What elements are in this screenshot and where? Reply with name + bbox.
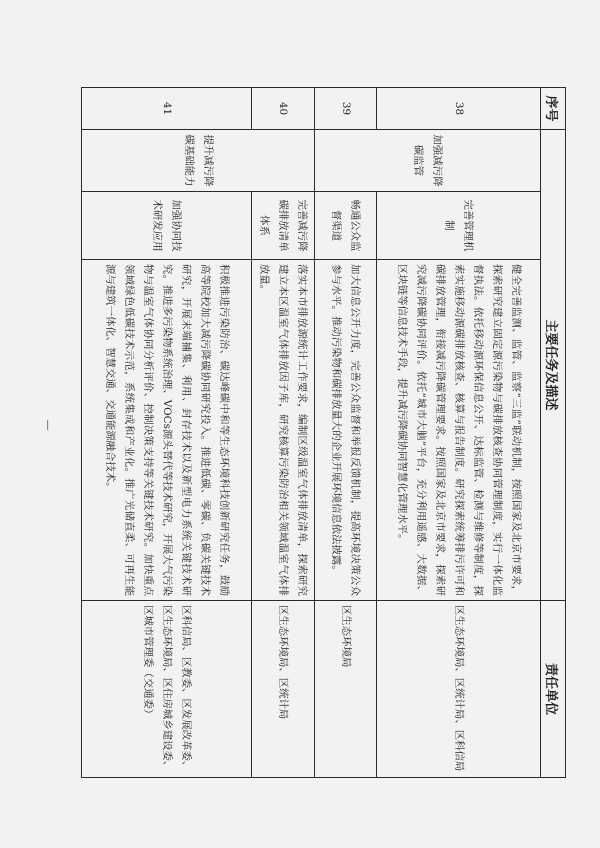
table-row [377, 88, 541, 778]
row-unit: 区生态环境局、区统计局 [252, 601, 315, 778]
row-unit: 区生态环境局、区统计局、区科信局 [377, 601, 541, 778]
row-subtask: 完善管理机制 [377, 192, 541, 260]
row-subtask: 畅通公众监督渠道 [315, 192, 377, 260]
row-seq: 39 [315, 88, 377, 130]
row-seq: 38 [377, 88, 541, 130]
header-unit: 责任单位 [541, 601, 566, 778]
row-unit: 区生态环境局 [315, 601, 377, 778]
rotated-table-wrapper [81, 87, 566, 777]
row-subtask: 加强协同技术研发应用 [82, 192, 252, 260]
table-header-row [541, 88, 566, 778]
table-row [315, 88, 377, 778]
row-unit: 区科信局、区教委、区发展改革委、区生态环境局、区住房城乡建设委、区城市管理委（交通委） [82, 601, 252, 778]
header-seq: 序号 [541, 88, 566, 130]
table-row [82, 88, 252, 778]
row-description: 健全完善监测、监管、监察“三监”联动机制，按照国家及北京市要求，探索研究建立固定源污染物与碳排放核查协同管理制度，实行一体化监督执法。依托移动源环保信息公开、达标监管、检测与维修等制度，探索实施移动源碳排放核查、核算与报告制度。研究探索统筹排污许可和碳排放管理，衔接减污降碳管理要求。按照国家及北京市要求，探索研究减污降碳协同评价。依托“城市大脑”平台，充分利用遥感、大数据、区块链等信息技术手段，提升减污降碳协同智慧化管理水平。 [377, 260, 541, 601]
table-row [252, 88, 315, 778]
task-table [81, 87, 566, 778]
row-description: 积极推进污染防治、碳达峰碳中和等生态环境科技创新研究任务，鼓励高等院校加大减污降碳协同研究投入。推进低碳、零碳、负碳关键技术研究，开展末端捕集、利用、封存技术以及新型电力系统关键技术研究。推进多污染物系统治理、VOCs源头替代等技术研究，开展大气污染物与温室气体协同分析评价、控制决策支持等关键技术研究。加快重点领域绿色低碳技术示范，系统集成和产业化。推广光储直柔、可再生能源与建筑一体化、智慧交通、交通能源融合技术。 [82, 260, 252, 601]
row-category: 加强减污降碳监管 [315, 130, 541, 192]
row-subtask: 完善减污降碳排放清单体系 [252, 192, 315, 260]
row-description: 加大信息公开力度，完善公众监督和举报反馈机制，提高环境决策公众参与水平。推动污染物和碳排放量大的企业开展环境信息依法披露。 [315, 260, 377, 601]
row-seq: 40 [252, 88, 315, 130]
row-seq: 41 [82, 88, 252, 130]
row-category: 提升减污降碳基础能力 [82, 130, 315, 192]
page-number: － [39, 418, 54, 432]
header-task: 主要任务及描述 [541, 130, 566, 601]
row-description: 落实本市排放源统计工作要求，编制区级温室气体排放清单，探索研究建立本区温室气体排放因子库，研究核算污染防治相关领域温室气体排放量。 [252, 260, 315, 601]
